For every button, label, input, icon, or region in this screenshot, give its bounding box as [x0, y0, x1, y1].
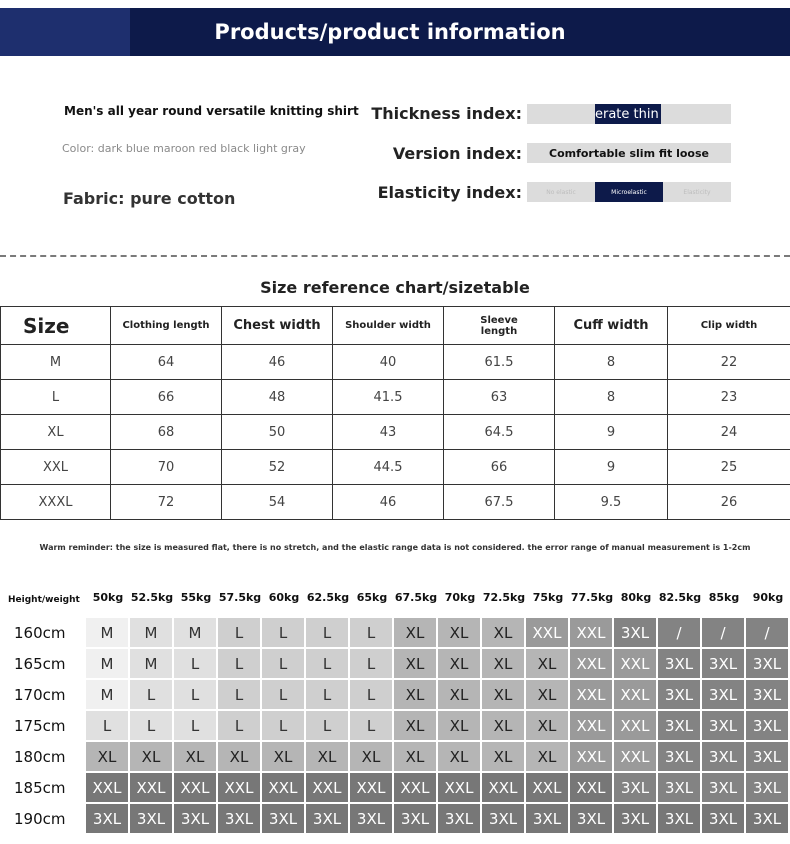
- size-recommendation-cell: L: [350, 649, 392, 678]
- cell: 41.5: [333, 380, 444, 415]
- cell: 9.5: [555, 485, 668, 520]
- weight-header: 70kg: [444, 591, 476, 604]
- thickness-index-value: erate thin: [595, 104, 661, 124]
- size-recommendation-cell: /: [658, 618, 700, 647]
- size-recommendation-cell: L: [350, 618, 392, 647]
- weight-header: 82.5kg: [658, 591, 702, 604]
- weight-header: 85kg: [708, 591, 740, 604]
- size-recommendation-cell: XL: [394, 711, 436, 740]
- size-recommendation-cell: 3XL: [746, 649, 788, 678]
- size-recommendation-cell: XL: [394, 618, 436, 647]
- product-title: Men's all year round versatile knitting shirt: [64, 104, 359, 118]
- size-recommendation-cell: XXL: [262, 773, 304, 802]
- size-table-header: [1, 307, 790, 345]
- cell: 66: [444, 450, 555, 485]
- hw-corner-label: Height/weight: [8, 595, 80, 605]
- cell: 22: [668, 345, 790, 380]
- cell: 26: [668, 485, 790, 520]
- weight-header: 77.5kg: [570, 591, 614, 604]
- cell: 9: [555, 450, 668, 485]
- size-recommendation-cell: 3XL: [702, 680, 744, 709]
- weight-header: 57.5kg: [218, 591, 262, 604]
- cell: 64.5: [444, 415, 555, 450]
- size-recommendation-cell: 3XL: [746, 680, 788, 709]
- size-recommendation-cell: XL: [306, 742, 348, 771]
- size-recommendation-cell: XL: [438, 680, 480, 709]
- weight-header: 75kg: [532, 591, 564, 604]
- height-label: 170cm: [14, 686, 66, 704]
- size-recommendation-cell: XXL: [570, 711, 612, 740]
- header-clip-width: Clip width: [668, 307, 790, 345]
- size-recommendation-cell: XXL: [350, 773, 392, 802]
- weight-header: 72.5kg: [482, 591, 526, 604]
- size-recommendation-cell: XL: [394, 742, 436, 771]
- size-recommendation-cell: 3XL: [614, 773, 656, 802]
- size-recommendation-cell: XL: [482, 649, 524, 678]
- size-recommendation-cell: 3XL: [614, 804, 656, 833]
- cell: 68: [111, 415, 222, 450]
- size-recommendation-cell: L: [306, 711, 348, 740]
- size-recommendation-cell: L: [174, 680, 216, 709]
- cell: 46: [222, 345, 333, 380]
- size-recommendation-cell: XL: [174, 742, 216, 771]
- size-recommendation-cell: 3XL: [702, 742, 744, 771]
- size-recommendation-cell: XL: [482, 680, 524, 709]
- size-recommendation-cell: XL: [438, 649, 480, 678]
- height-label: 190cm: [14, 810, 66, 828]
- size-recommendation-cell: XXL: [614, 711, 656, 740]
- size-recommendation-cell: L: [306, 649, 348, 678]
- table-row: [1, 380, 790, 415]
- cell: 25: [668, 450, 790, 485]
- cell: 9: [555, 415, 668, 450]
- size-recommendation-cell: L: [262, 649, 304, 678]
- size-table: [0, 306, 790, 520]
- size-recommendation-cell: XL: [526, 742, 568, 771]
- cell: 43: [333, 415, 444, 450]
- weight-header: 52.5kg: [130, 591, 174, 604]
- size-recommendation-cell: XXL: [570, 680, 612, 709]
- size-recommendation-cell: XL: [438, 618, 480, 647]
- header-chest-width: Chest width: [222, 307, 333, 345]
- size-recommendation-cell: L: [86, 711, 128, 740]
- size-recommendation-cell: 3XL: [570, 804, 612, 833]
- thickness-index-bar: [527, 104, 731, 124]
- table-row: [1, 485, 790, 520]
- header-clothing-length: Clothing length: [111, 307, 222, 345]
- size-recommendation-cell: XXL: [570, 773, 612, 802]
- cell: 46: [333, 485, 444, 520]
- cell: 52: [222, 450, 333, 485]
- size-recommendation-cell: 3XL: [130, 804, 172, 833]
- weight-header: 55kg: [180, 591, 212, 604]
- cell: 23: [668, 380, 790, 415]
- size-recommendation-cell: XXL: [306, 773, 348, 802]
- version-index-label: Version index:: [392, 144, 522, 163]
- cell: XL: [1, 415, 111, 450]
- version-index-bar: [527, 143, 731, 163]
- size-recommendation-cell: 3XL: [702, 711, 744, 740]
- elasticity-right-label: Elasticity: [683, 188, 711, 196]
- size-recommendation-cell: XL: [218, 742, 260, 771]
- table-row: [1, 450, 790, 485]
- size-recommendation-cell: 3XL: [86, 804, 128, 833]
- size-recommendation-cell: 3XL: [262, 804, 304, 833]
- weight-header: 90kg: [752, 591, 784, 604]
- size-chart-title: Size reference chart/sizetable: [260, 278, 530, 297]
- height-label: 175cm: [14, 717, 66, 735]
- size-recommendation-cell: 3XL: [482, 804, 524, 833]
- cell: 44.5: [333, 450, 444, 485]
- thickness-index-label: Thickness index:: [371, 104, 522, 123]
- cell: L: [1, 380, 111, 415]
- size-recommendation-cell: XXL: [570, 649, 612, 678]
- size-recommendation-cell: 3XL: [438, 804, 480, 833]
- size-recommendation-cell: XL: [482, 742, 524, 771]
- size-recommendation-cell: XL: [350, 742, 392, 771]
- size-recommendation-cell: 3XL: [218, 804, 260, 833]
- height-label: 180cm: [14, 748, 66, 766]
- size-recommendation-cell: XL: [526, 649, 568, 678]
- size-recommendation-cell: XXL: [86, 773, 128, 802]
- size-recommendation-cell: XXL: [526, 773, 568, 802]
- size-recommendation-cell: 3XL: [350, 804, 392, 833]
- elasticity-index-value: Microelastic: [595, 182, 663, 202]
- size-recommendation-cell: /: [702, 618, 744, 647]
- cell: 63: [444, 380, 555, 415]
- cell: 54: [222, 485, 333, 520]
- cell: 8: [555, 345, 668, 380]
- size-recommendation-cell: 3XL: [658, 680, 700, 709]
- cell: 50: [222, 415, 333, 450]
- cell: 48: [222, 380, 333, 415]
- size-recommendation-cell: 3XL: [746, 804, 788, 833]
- size-recommendation-cell: XXL: [174, 773, 216, 802]
- size-recommendation-cell: L: [350, 680, 392, 709]
- size-recommendation-cell: M: [86, 649, 128, 678]
- size-recommendation-cell: L: [218, 680, 260, 709]
- size-recommendation-cell: L: [218, 649, 260, 678]
- cell: M: [1, 345, 111, 380]
- weight-header: 60kg: [268, 591, 300, 604]
- header-cuff-width: Cuff width: [555, 307, 668, 345]
- elasticity-left-label: No elastic: [546, 188, 576, 196]
- size-recommendation-cell: XL: [438, 711, 480, 740]
- size-recommendation-cell: /: [746, 618, 788, 647]
- section-divider: [0, 255, 790, 257]
- size-recommendation-cell: M: [86, 680, 128, 709]
- size-recommendation-cell: XXL: [614, 649, 656, 678]
- size-recommendation-cell: 3XL: [658, 742, 700, 771]
- size-recommendation-cell: L: [130, 711, 172, 740]
- table-row: [1, 345, 790, 380]
- size-recommendation-cell: XL: [526, 711, 568, 740]
- version-index-value: Comfortable slim fit loose: [549, 146, 709, 160]
- size-recommendation-cell: XL: [394, 680, 436, 709]
- size-recommendation-cell: 3XL: [658, 773, 700, 802]
- table-row: [1, 415, 790, 450]
- size-recommendation-cell: XL: [86, 742, 128, 771]
- size-recommendation-cell: M: [130, 649, 172, 678]
- size-recommendation-cell: XXL: [218, 773, 260, 802]
- header-sleeve-length: Sleeve length: [444, 307, 555, 345]
- cell: 70: [111, 450, 222, 485]
- size-recommendation-cell: L: [350, 711, 392, 740]
- warm-reminder: Warm reminder: the size is measured flat, there is no stretch, and the elastic range data is not considered. the error range of manual measurement is 1-2cm: [39, 543, 751, 552]
- size-recommendation-cell: 3XL: [526, 804, 568, 833]
- size-recommendation-cell: M: [174, 618, 216, 647]
- cell: 67.5: [444, 485, 555, 520]
- size-recommendation-cell: XL: [262, 742, 304, 771]
- size-recommendation-cell: L: [306, 680, 348, 709]
- cell: 24: [668, 415, 790, 450]
- cell: 8: [555, 380, 668, 415]
- size-recommendation-cell: 3XL: [702, 773, 744, 802]
- size-recommendation-cell: 3XL: [174, 804, 216, 833]
- size-recommendation-cell: 3XL: [702, 649, 744, 678]
- weight-header: 65kg: [356, 591, 388, 604]
- cell: 72: [111, 485, 222, 520]
- size-recommendation-cell: XXL: [570, 618, 612, 647]
- size-recommendation-cell: 3XL: [658, 711, 700, 740]
- size-recommendation-cell: 3XL: [746, 773, 788, 802]
- weight-header: 80kg: [620, 591, 652, 604]
- elasticity-index-bar: [527, 182, 731, 202]
- product-fabric: Fabric: pure cotton: [63, 189, 236, 208]
- cell: 40: [333, 345, 444, 380]
- size-recommendation-cell: L: [306, 618, 348, 647]
- size-recommendation-cell: XL: [482, 618, 524, 647]
- size-recommendation-cell: 3XL: [746, 711, 788, 740]
- header-shoulder-width: Shoulder width: [333, 307, 444, 345]
- weight-header: 67.5kg: [394, 591, 438, 604]
- size-recommendation-cell: XXL: [482, 773, 524, 802]
- size-recommendation-cell: XXL: [130, 773, 172, 802]
- size-recommendation-cell: XXL: [394, 773, 436, 802]
- size-recommendation-cell: M: [86, 618, 128, 647]
- cell: XXXL: [1, 485, 111, 520]
- size-recommendation-cell: L: [262, 680, 304, 709]
- size-recommendation-cell: L: [174, 711, 216, 740]
- size-recommendation-cell: 3XL: [614, 618, 656, 647]
- header-banner: [0, 8, 790, 56]
- height-label: 160cm: [14, 624, 66, 642]
- size-recommendation-cell: XXL: [438, 773, 480, 802]
- weight-header: 62.5kg: [306, 591, 350, 604]
- size-recommendation-cell: 3XL: [702, 804, 744, 833]
- size-recommendation-cell: XXL: [614, 680, 656, 709]
- size-recommendation-cell: XL: [394, 649, 436, 678]
- size-recommendation-cell: XL: [482, 711, 524, 740]
- size-recommendation-cell: 3XL: [658, 649, 700, 678]
- product-colors: Color: dark blue maroon red black light gray: [62, 142, 306, 155]
- cell: 64: [111, 345, 222, 380]
- size-recommendation-cell: 3XL: [306, 804, 348, 833]
- size-recommendation-cell: 3XL: [658, 804, 700, 833]
- size-recommendation-cell: XL: [526, 680, 568, 709]
- page-title: Products/product information: [214, 20, 566, 44]
- elasticity-index-label: Elasticity index:: [377, 183, 522, 202]
- height-label: 165cm: [14, 655, 66, 673]
- size-recommendation-cell: M: [130, 618, 172, 647]
- size-recommendation-cell: 3XL: [394, 804, 436, 833]
- cell: 66: [111, 380, 222, 415]
- size-recommendation-cell: XL: [438, 742, 480, 771]
- weight-header: 50kg: [92, 591, 124, 604]
- size-recommendation-cell: 3XL: [746, 742, 788, 771]
- height-label: 185cm: [14, 779, 66, 797]
- size-recommendation-cell: L: [218, 618, 260, 647]
- cell: 61.5: [444, 345, 555, 380]
- size-recommendation-cell: XXL: [570, 742, 612, 771]
- size-recommendation-cell: XL: [130, 742, 172, 771]
- size-recommendation-cell: XXL: [614, 742, 656, 771]
- header-size: Size: [1, 307, 111, 345]
- size-recommendation-cell: XXL: [526, 618, 568, 647]
- size-recommendation-cell: L: [262, 618, 304, 647]
- size-recommendation-cell: L: [174, 649, 216, 678]
- size-recommendation-cell: L: [130, 680, 172, 709]
- cell: XXL: [1, 450, 111, 485]
- size-recommendation-cell: L: [218, 711, 260, 740]
- size-recommendation-cell: L: [262, 711, 304, 740]
